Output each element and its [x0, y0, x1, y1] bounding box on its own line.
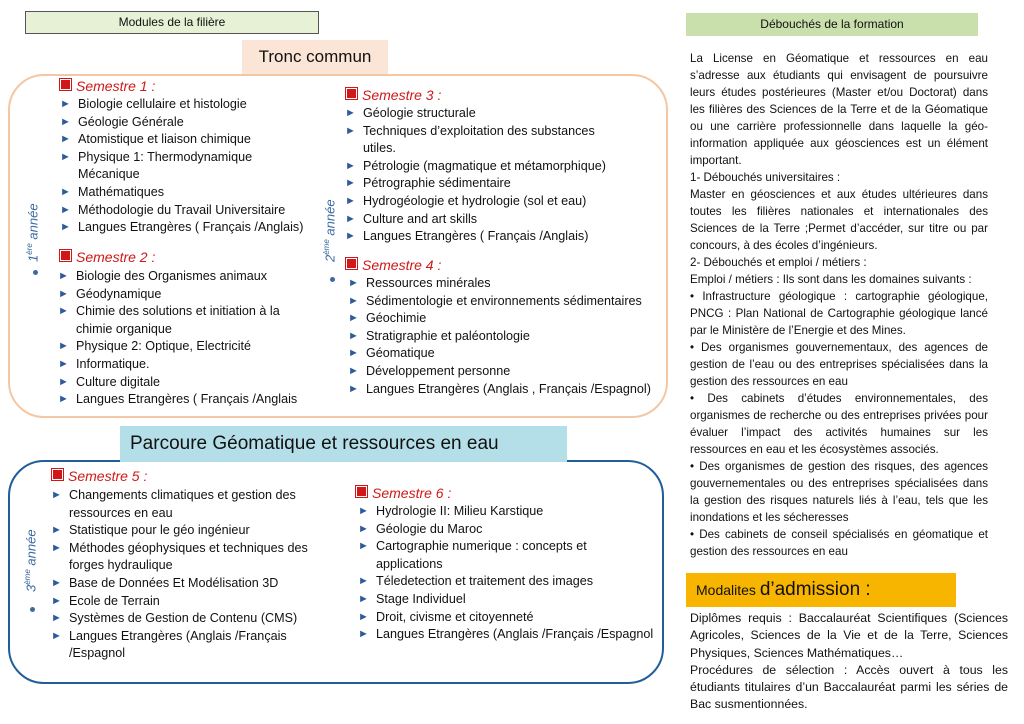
debouches-text: [690, 50, 988, 560]
year-3-label: 3ème année: [23, 529, 39, 592]
debouches-bullet: • Des cabinets de conseil spécialisés en géomatique et gestion des ressources en eau: [690, 528, 988, 558]
admission-diplomes: Diplômes requis : Baccalauréat Scientifiques (Sciences Agricoles, Sciences de la Vie et de la Terre, Sciences Physiques, Sciences Mathématiques…: [690, 611, 1008, 660]
list-item: ► Changements climatiques et gestion des ressources en eau: [51, 488, 296, 520]
list-item: ► Sédimentologie et environnements sédimentaires: [348, 293, 642, 308]
list-item: ► Géologie Générale: [60, 114, 184, 129]
debouches-paragraph-1: Master en géosciences et aux études ultérieures dans toutes les filières nationales et internationales des Sciences de la Terre ;Permet d’accéder, sur titre ou par concours, à des écoles d’ingénieurs.: [690, 188, 988, 252]
semestre-4-list: [348, 275, 668, 398]
semestre-1-title: Semestre 1 :: [60, 78, 155, 94]
semestre-1-list: [60, 96, 330, 237]
list-item: ► Biologie des Organismes animaux: [58, 269, 268, 283]
semestre-2-title: Semestre 2 :: [60, 249, 155, 265]
list-item: ► Méthodologie du Travail Universitaire: [60, 202, 286, 217]
list-item: ► Physique 2: Optique, Electricité: [58, 339, 252, 354]
list-item: ► Droit, civisme et citoyenneté: [358, 609, 534, 624]
semestre-5-list: [51, 487, 331, 663]
semestre-6-title: Semestre 6 :: [356, 485, 451, 501]
list-item: ► Langues Etrangères ( Français /Anglais: [58, 392, 298, 407]
list-item: ► Géodynamique: [58, 286, 162, 301]
admission-text: [690, 610, 1008, 714]
list-item: ► Culture digitale: [58, 374, 161, 389]
debouches-paragraph-2: Emploi / métiers : Ils sont dans les domaines suivants :: [690, 273, 972, 286]
semestre-5-title: Semestre 5 :: [52, 468, 147, 484]
list-item: ► Stratigraphie et paléontologie: [348, 328, 530, 343]
debouches-heading-1: 1- Débouchés universitaires :: [690, 171, 841, 184]
list-item: ► Stage Individuel: [358, 591, 466, 606]
debouches-header: Débouchés de la formation: [686, 13, 978, 36]
debouches-bullet: • Infrastructure géologique : cartographie géologique, PNCG : Plan National de Cartographie géologique lancé par le Ministère de l’Energie et des Mines.: [690, 290, 988, 337]
list-item: ► Géochimie: [348, 311, 427, 326]
list-item: ► Langues Etrangères ( Français /Anglais): [60, 220, 304, 235]
tronc-commun-label: Tronc commun: [242, 40, 388, 74]
list-item: ► Géomatique: [348, 346, 435, 361]
list-item: ► Langues Etrangères (Anglais /Français /Espagnol: [358, 627, 654, 642]
list-item: ► Pétrographie sédimentaire: [345, 176, 511, 191]
modules-header: Modules de la filière: [25, 11, 319, 34]
year-3-bullet: [30, 607, 35, 612]
list-item: ► Chimie des solutions et initiation à la chimie organique: [58, 304, 280, 336]
list-item: ► Méthodes géophysiques et techniques des forges hydraulique: [51, 540, 308, 573]
list-item: ► Culture and art skills: [345, 211, 478, 226]
list-item: ► Base de Données Et Modélisation 3D: [51, 575, 279, 590]
list-item: ► Langues Etrangères (Anglais , Français /Espagnol): [348, 381, 651, 396]
debouches-intro: La License en Géomatique et ressources en eau s’adresse aux étudiants qui envisagent de poursuivre leurs études postérieures (Master et/ou Doctorat) dans les filières des Sciences de la Terre et de la Géomatique ou une carrière professionnelle dans laquelle la géo- information appliquée aux géosciences est un élément important.: [690, 52, 988, 167]
semestre-6-list: [358, 503, 658, 644]
list-item: ► Hydrogéologie et hydrologie (sol et eau): [345, 193, 587, 208]
debouches-bullet: • Des organismes gouvernementaux, des agences de gestion de l’eau ou des entreprises spécialisées dans la gestion des ressources en eau: [690, 341, 988, 388]
list-item: ► Techniques d’exploitation des substances utiles.: [345, 123, 595, 156]
semestre-3-title: Semestre 3 :: [346, 87, 441, 103]
debouches-heading-2: 2- Débouchés et emploi / métiers :: [690, 256, 867, 269]
list-item: ► Développement personne: [348, 363, 511, 378]
year-2-bullet: [330, 277, 335, 282]
list-item: ► Cartographie numerique : concepts et applications: [358, 539, 587, 571]
list-item: ► Systèmes de Gestion de Contenu (CMS): [51, 611, 298, 626]
list-item: ► Ecole de Terrain: [51, 593, 160, 608]
list-item: ► Atomistique et liaison chimique: [60, 132, 251, 147]
list-item: ► Langues Etrangères ( Français /Anglais): [345, 229, 589, 244]
list-item: ► Hydrologie II: Milieu Karstique: [358, 504, 544, 518]
list-item: ► Statistique pour le géo ingénieur: [51, 523, 250, 538]
list-item: ► Biologie cellulaire et histologie: [60, 97, 247, 111]
list-item: ► Informatique.: [58, 356, 150, 371]
year-1-bullet: [33, 270, 38, 275]
semestre-4-title: Semestre 4 :: [346, 257, 441, 273]
semestre-2-list: [58, 268, 328, 409]
admission-header: Modalites d’admission :: [686, 573, 956, 607]
list-item: ► Langues Etrangères (Anglais /Français /Espagnol: [51, 628, 287, 661]
debouches-bullet: • Des organismes de gestion des risques, des agences gouvernementales ou des entreprises spécialisées dans la gestion des risques naturels liés à l’eau, tels que les inondations et les sécheresses: [690, 460, 988, 524]
year-1-label: 1ère année: [25, 203, 41, 262]
list-item: ► Mathématiques: [60, 184, 165, 199]
list-item: ► Ressources minérales: [348, 276, 491, 290]
list-item: ► Physique 1: Thermodynamique Mécanique: [60, 149, 253, 182]
admission-selection: Procédures de sélection : Accès ouvert à tous les étudiants titulaires d’un Baccalauréat parmi les séries de Bac susmentionnées.: [690, 662, 1008, 712]
list-item: ► Téledetection et traitement des images: [358, 574, 594, 589]
year-2-label: 2ème année: [322, 199, 338, 262]
semestre-3-list: [345, 105, 645, 246]
parcours-title: Parcoure Géomatique et ressources en eau: [120, 426, 567, 462]
list-item: ► Géologie structurale: [345, 106, 476, 120]
list-item: ► Géologie du Maroc: [358, 521, 483, 536]
debouches-bullet: • Des cabinets d’études environnementales, des organismes de recherche ou des entreprises privées pour évaluer l’impact des activités humaines sur les ressources en eau et les écosystèmes associés.: [690, 392, 988, 456]
list-item: ► Pétrologie (magmatique et métamorphique): [345, 158, 606, 173]
